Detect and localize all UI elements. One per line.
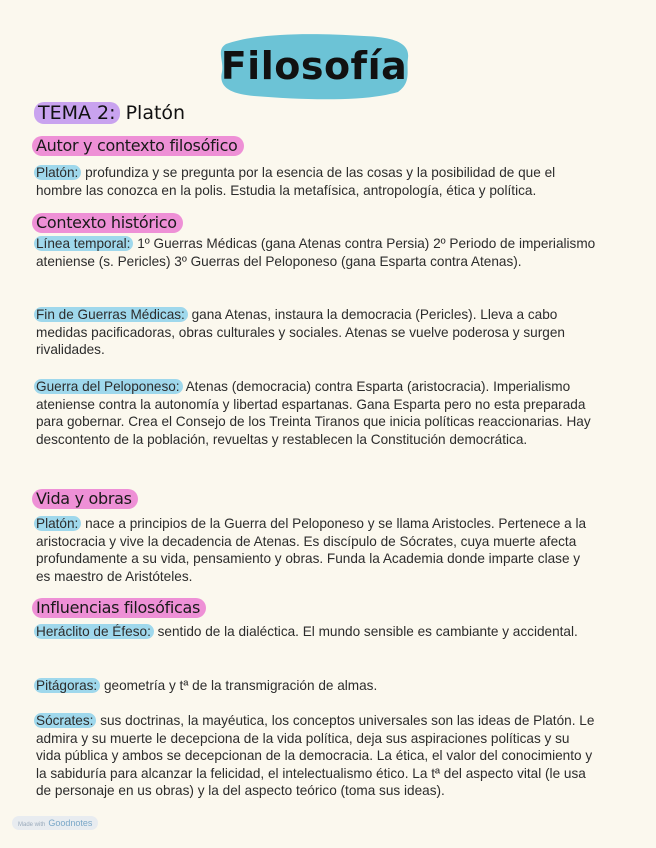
paragraph-heraclito: [36, 623, 596, 641]
paragraph-guerra-peloponeso: [36, 378, 596, 448]
term-pitagoras: Pitágoras:: [34, 678, 100, 693]
term-socrates: Sócrates:: [34, 713, 96, 728]
term-platon-vida: Platón:: [34, 516, 81, 531]
section-influencias: [32, 598, 206, 617]
section-vida-label: Vida y obras: [32, 489, 138, 509]
paragraph-text: gana Atenas, instaura la democracia (Pericles). Lleva a cabo medidas pacificadoras, obras culturales y sociales. Atenas se vuelve poderosa y surgen rivalidades.: [36, 307, 565, 358]
paragraph-text: sus doctrinas, la mayéutica, los conceptos universales son las ideas de Platón. Le admira y su muerte le decepciona de la vida política, deja sus aspiraciones políticas y su vida pública y ambos se decepcionan de la democracia. La ética, el valor del conocimiento y la sabiduría para alcanzar la felicidad, el intelectualismo ético. La tª del aspecto vital (le usa de personaje en us obras) y la del aspecto teórico (toma sus ideas).: [36, 713, 595, 799]
paragraph-linea-temporal: [36, 235, 596, 270]
paragraph-fin-guerras: [36, 306, 596, 359]
paragraph-socrates: [36, 712, 596, 800]
paragraph-platon-vida: [36, 515, 596, 585]
term-linea-temporal: Línea temporal:: [34, 236, 133, 251]
section-vida: [32, 489, 138, 508]
paragraph-text: 1º Guerras Médicas (gana Atenas contra Persia) 2º Periodo de imperialismo ateniense (s. Pericles) 3º Guerras del Peloponeso (gana Esparta contra Atenas).: [36, 236, 596, 269]
term-platon: Platón:: [34, 165, 81, 180]
term-fin-guerras: Fin de Guerras Médicas:: [34, 307, 188, 322]
topic-name: Platón: [125, 102, 186, 124]
section-influencias-label: Influencias filosóficas: [32, 598, 206, 618]
paragraph-text: geometría y tª de la transmigración de almas.: [100, 678, 378, 693]
section-autor: [32, 136, 244, 155]
section-contexto-label: Contexto histórico: [32, 213, 183, 233]
watermark-brand: Goodnotes: [48, 818, 93, 828]
paragraph-text: Atenas (democracia) contra Esparta (aristocracia). Imperialismo ateniense contra la autonomía y libertad espartanas. Gana Esparta pero no esta preparada para gobernar. Crea el Consejo de los Treinta Tiranos que inicia políticas reaccionarias. Hay descontento de la población, revueltas y restablecen la Constitución democrática.: [36, 379, 591, 447]
term-heraclito: Heráclito de Éfeso:: [34, 624, 154, 639]
section-autor-label: Autor y contexto filosófico: [32, 136, 244, 156]
topic-heading: [34, 102, 185, 124]
title-banner: [214, 30, 414, 102]
paragraph-text: sentido de la dialéctica. El mundo sensible es cambiante y accidental.: [153, 624, 578, 639]
page-title: Filosofía: [220, 44, 408, 88]
paragraph-platon-intro: [36, 164, 596, 199]
paragraph-text: nace a principios de la Guerra del Peloponeso y se llama Aristocles. Pertenece a la aristocracia y vive la decadencia de Atenas. Es discípulo de Sócrates, cuya muerte afecta profundamente a su vida, pensamiento y obras. Funda la Academia donde imparte clase y es maestro de Aristóteles.: [36, 516, 587, 584]
paragraph-pitagoras: [36, 677, 596, 695]
topic-tag: TEMA 2:: [34, 102, 120, 124]
term-guerra-peloponeso: Guerra del Peloponeso:: [34, 379, 183, 394]
goodnotes-watermark: [12, 816, 98, 830]
watermark-made-with: Made with: [18, 822, 46, 828]
paragraph-text: profundiza y se pregunta por la esencia de las cosas y la posibilidad de que el hombre las conozca en la polis. Estudia la metafísica, antropología, ética y política.: [36, 165, 556, 198]
section-contexto: [32, 213, 183, 232]
